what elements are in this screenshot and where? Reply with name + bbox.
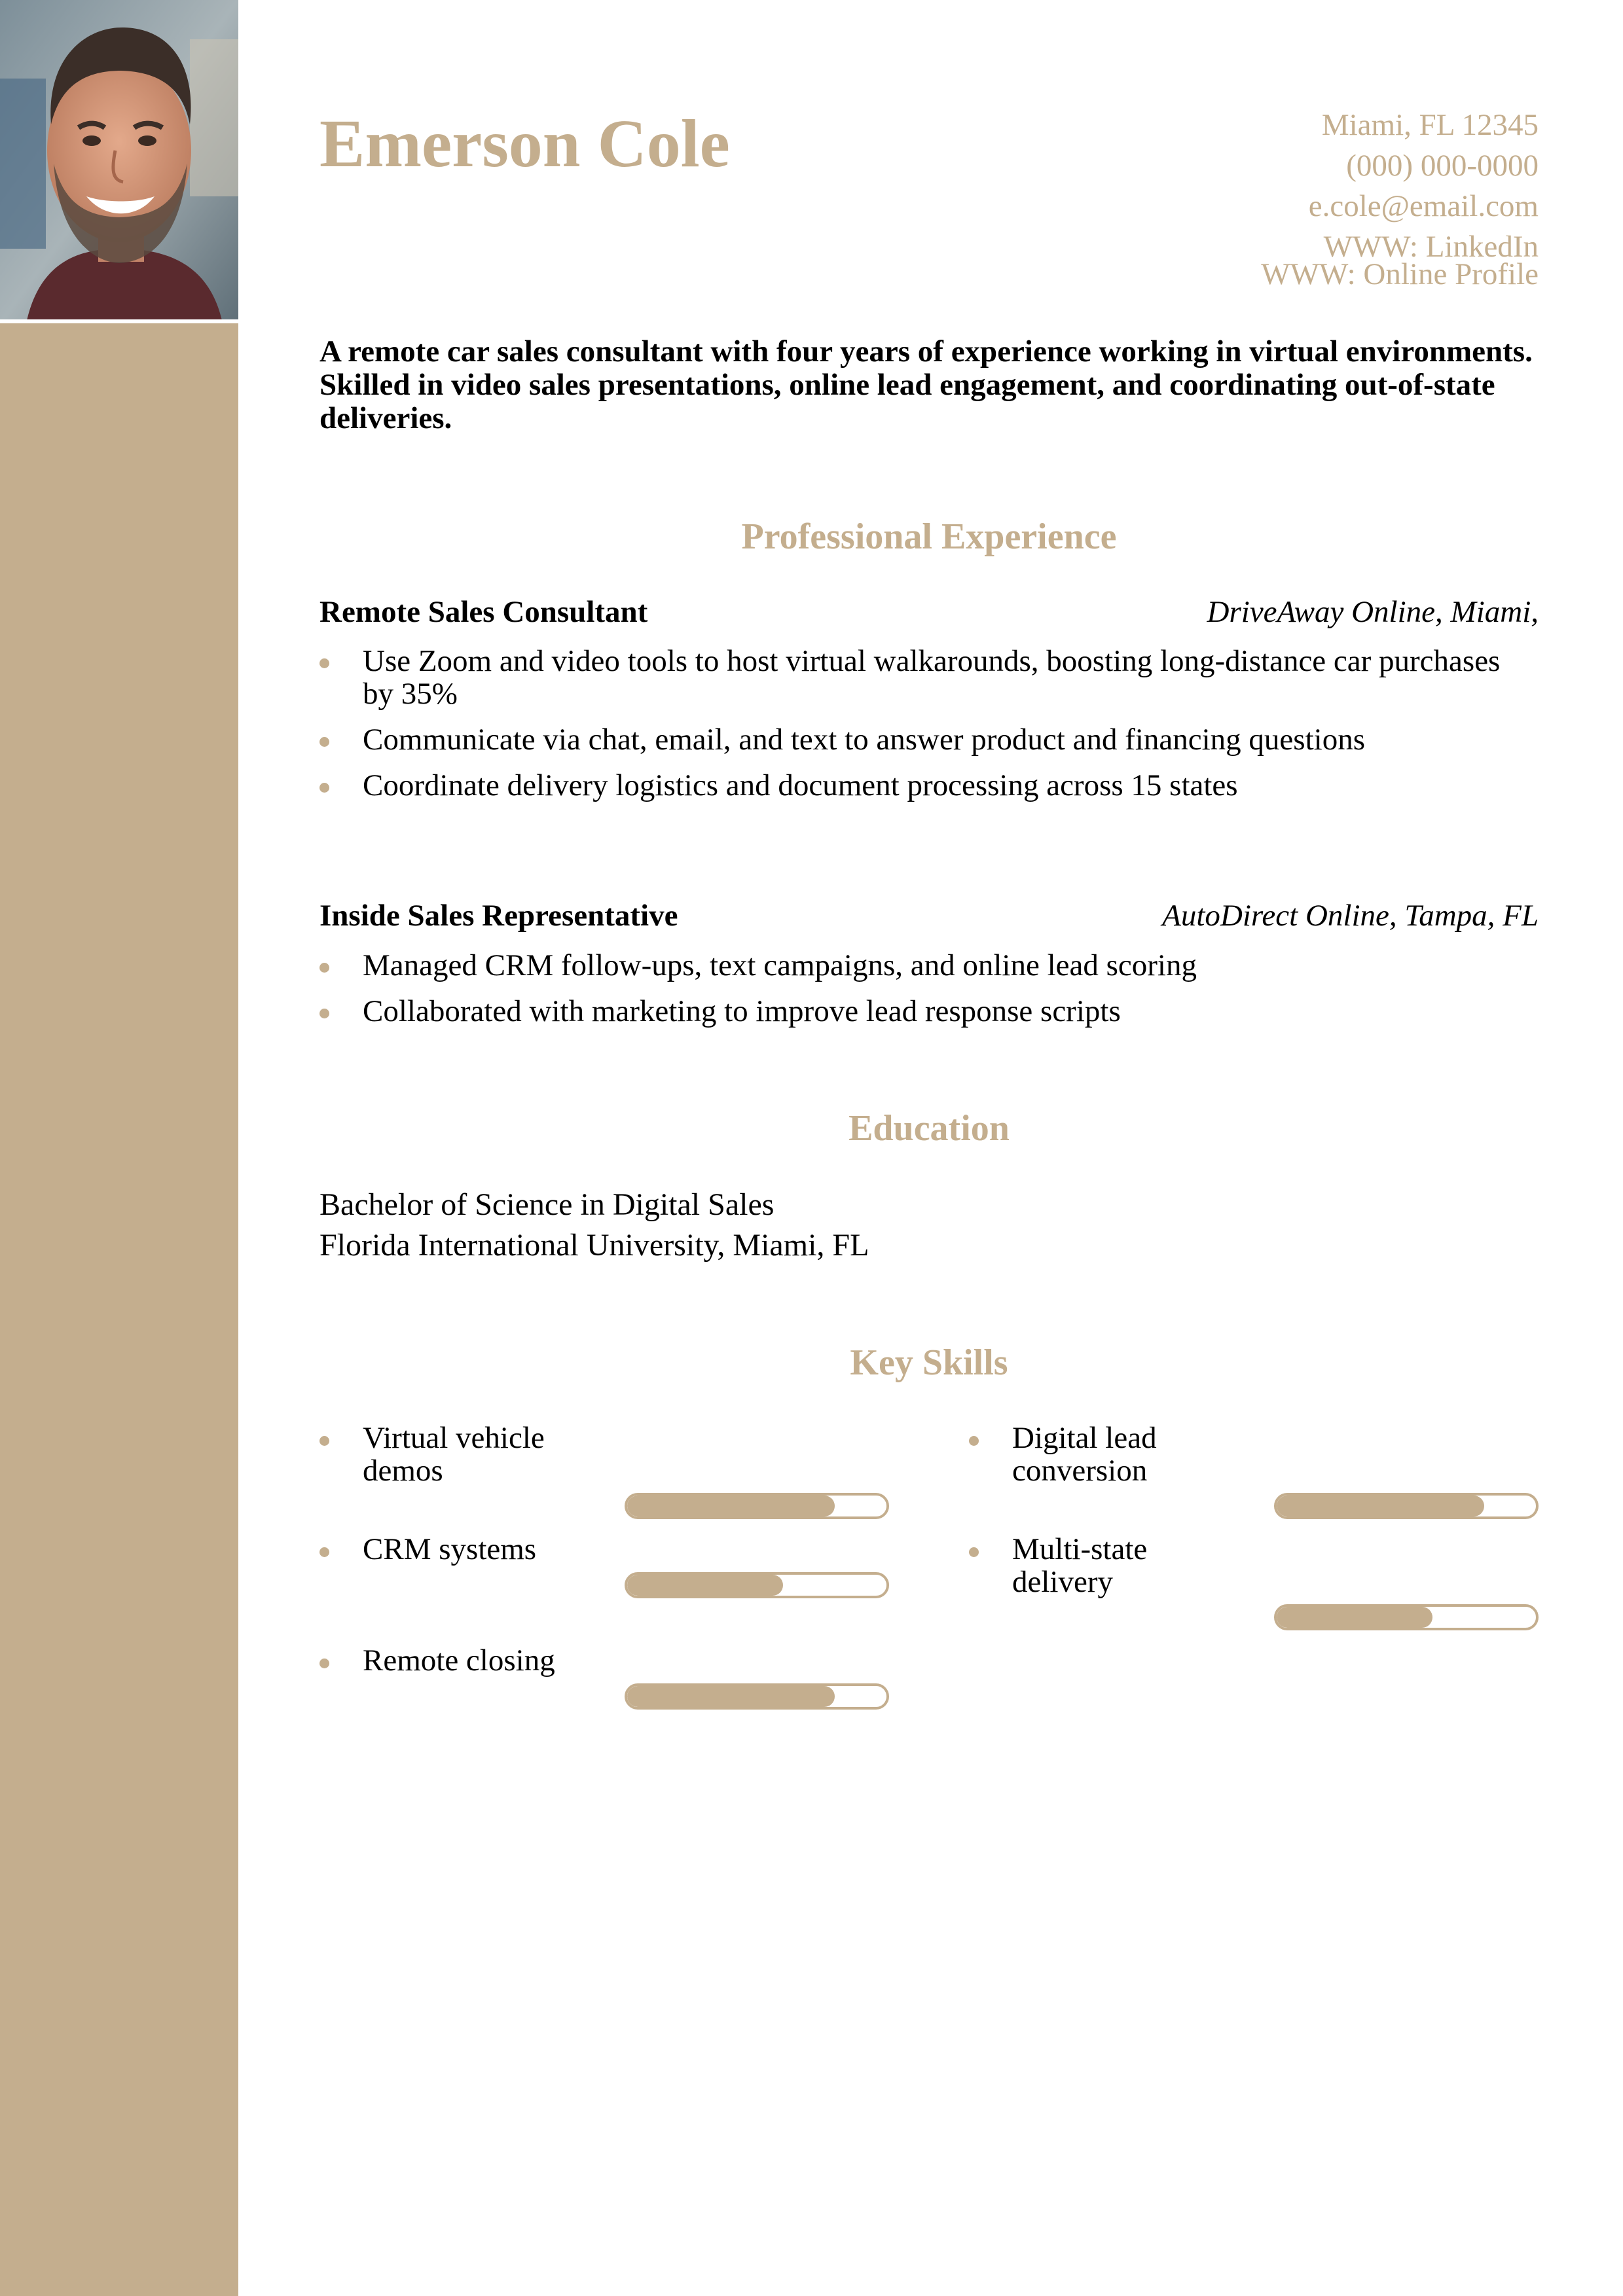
- skill-item: [319, 1533, 896, 1651]
- job-bullet: Coordinate delivery logistics and document processing across 15 states: [319, 769, 1539, 802]
- skill-level-bar: [625, 1572, 889, 1598]
- skill-name: Remote closing: [363, 1643, 555, 1677]
- skill-level-fill: [627, 1575, 783, 1596]
- section-title-education: Education: [848, 1108, 1010, 1149]
- education-degree: Bachelor of Science in Digital Sales: [319, 1187, 775, 1222]
- skill-level-bar: [1274, 1604, 1539, 1630]
- job-bullet: Collaborated with marketing to improve lead response scripts: [319, 995, 1539, 1028]
- job-bullets: [319, 949, 1539, 1041]
- skill-name: CRM systems: [363, 1532, 537, 1566]
- education-block: [319, 1185, 869, 1266]
- profile-photo: [0, 0, 238, 323]
- education-school: Florida International University, Miami, FL: [319, 1228, 869, 1263]
- skill-item: [319, 1644, 896, 1762]
- skill-name: Virtual vehicle demos: [363, 1421, 545, 1488]
- job-bullet: Communicate via chat, email, and text to answer product and financing questions: [319, 723, 1539, 756]
- skill-item: [969, 1533, 1545, 1651]
- bullet-dot-icon: [319, 1659, 329, 1668]
- bullet-dot-icon: [969, 1547, 979, 1557]
- job-title: Remote Sales Consultant: [319, 595, 648, 629]
- contact-online-profile[interactable]: WWW: Online Profile: [1261, 257, 1539, 291]
- section-title-experience: Professional Experience: [741, 516, 1117, 557]
- skill-level-fill: [1277, 1607, 1432, 1628]
- job-company: DriveAway Online, Miami,: [1207, 595, 1539, 629]
- skill-name: Digital lead conversion: [1012, 1421, 1157, 1488]
- bullet-dot-icon: [969, 1436, 979, 1446]
- job-bullet: Use Zoom and video tools to host virtual walkarounds, boosting long-distance car purchases by 35%: [319, 645, 1539, 710]
- skill-level-fill: [1277, 1496, 1484, 1516]
- contact-linkedin[interactable]: WWW: LinkedIn: [1323, 230, 1539, 264]
- contact-location: Miami, FL 12345: [1321, 108, 1539, 142]
- job-bullets: [319, 645, 1539, 815]
- sidebar: [0, 0, 238, 2296]
- contact-block: [1261, 105, 1539, 291]
- bullet-dot-icon: [319, 1547, 329, 1557]
- section-title-skills: Key Skills: [850, 1342, 1008, 1383]
- contact-phone: (000) 000-0000: [1346, 149, 1539, 183]
- bullet-dot-icon: [319, 1436, 329, 1446]
- skill-level-fill: [627, 1496, 835, 1516]
- skill-item: [969, 1422, 1545, 1539]
- contact-email[interactable]: e.cole@email.com: [1308, 189, 1539, 223]
- job-company: AutoDirect Online, Tampa, FL: [1162, 899, 1539, 933]
- job-title: Inside Sales Representative: [319, 899, 678, 933]
- profile-photo-image: [0, 0, 238, 323]
- skill-level-bar: [625, 1683, 889, 1710]
- skill-name: Multi-state delivery: [1012, 1532, 1148, 1599]
- candidate-name: Emerson Cole: [319, 106, 730, 181]
- skill-level-bar: [625, 1493, 889, 1519]
- skill-level-bar: [1274, 1493, 1539, 1519]
- job-bullet: Managed CRM follow-ups, text campaigns, and online lead scoring: [319, 949, 1539, 982]
- professional-summary: A remote car sales consultant with four years of experience working in virtual environments. Skilled in video sales presentations, online lead engagement, and coordinating out-of-state deliveries.: [319, 334, 1533, 435]
- skill-item: [319, 1422, 896, 1539]
- skill-level-fill: [627, 1686, 835, 1707]
